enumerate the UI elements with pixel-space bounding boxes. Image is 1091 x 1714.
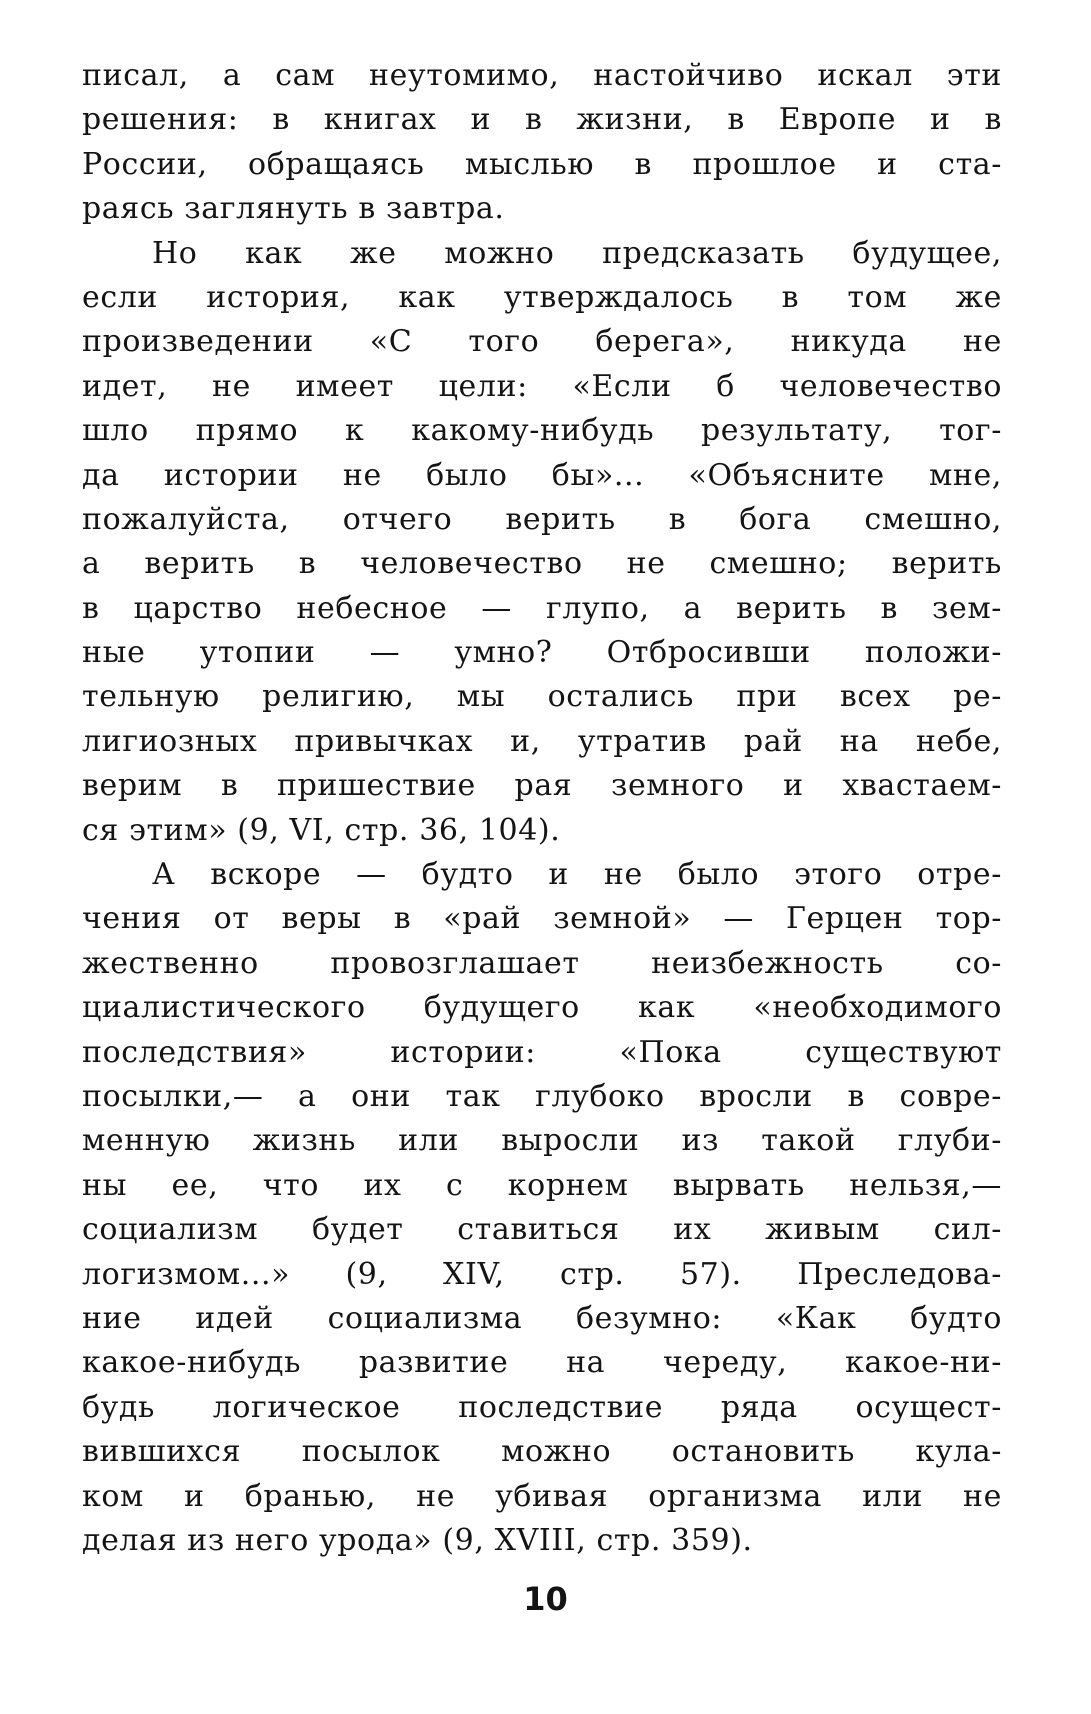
text-line: логизмом...» (9, XIV, стр. 57). Преследова- [82,1256,1002,1292]
text-line: менную жизнь или выросли из такой глуби- [82,1123,1002,1159]
page-number: 10 [523,1580,568,1618]
text-line: делая из него урода» (9, XVIII, стр. 359). [82,1522,753,1558]
text-line: пожалуйста, отчего верить в бога смешно, [82,501,1002,537]
text-line: писал, а сам неутомимо, настойчиво искал эти [82,58,1002,93]
text-line: циалистического будущего как «необходимого [82,990,1002,1026]
text-line: ные утопии — умно? Отбросивши положи- [82,635,1002,671]
paragraph-1 [82,54,1002,232]
text-line: решения: в книгах и в жизни, в Европе и в [82,102,1002,138]
text-line: идет, не имеет цели: «Если б человечество [82,368,1002,404]
text-line: социализм будет ставиться их живым сил- [82,1212,1002,1248]
text-line: А вскоре — будто и не было этого отре- [152,857,1002,893]
text-line: если история, как утверждалось в том же [82,279,1002,315]
text-line: Но как же можно предсказать будущее, [152,235,1002,271]
text-line: жественно провозглашает неизбежность со- [82,945,1002,981]
text-line: верим в пришествие рая земного и хвастаем- [82,768,1002,804]
text-line: шло прямо к какому-нибудь результату, тог- [82,413,1002,449]
text-line: какое-нибудь развитие на череду, какое-ни- [82,1345,1002,1381]
text-line: ние идей социализма безумно: «Как будто [82,1300,1002,1336]
text-line: ны ее, что их с корнем вырвать нельзя,— [82,1167,1002,1203]
text-line: тельную религию, мы остались при всех ре- [82,679,1002,715]
text-line: последствия» истории: «Пока существуют [82,1034,1002,1070]
text-line: России, обращаясь мыслью в прошлое и ста- [82,146,1002,182]
text-line: ся этим» (9, VI, стр. 36, 104). [82,812,561,848]
text-line: да истории не было бы»... «Объясните мне, [82,457,1002,493]
text-line: вившихся посылок можно остановить кула- [82,1434,1002,1470]
body-text [82,54,1002,1563]
text-line: лигиозных привычках и, утратив рай на небе, [82,723,1002,759]
text-line: произведении «С того берега», никуда не [82,324,1002,360]
paragraph-3 [82,853,1002,1563]
text-line: раясь заглянуть в завтра. [82,191,505,227]
text-line: будь логическое последствие ряда осущест- [82,1389,1002,1425]
text-line: чения от веры в «рай земной» — Герцен тор- [82,901,1002,937]
paragraph-2 [82,232,1002,853]
text-line: ком и бранью, не убивая организма или не [82,1478,1002,1514]
text-line: а верить в человечество не смешно; верить [82,546,1002,582]
text-line: посылки,— а они так глубоко вросли в совре- [82,1078,1002,1114]
text-line: в царство небесное — глупо, а верить в зем- [82,590,1002,626]
